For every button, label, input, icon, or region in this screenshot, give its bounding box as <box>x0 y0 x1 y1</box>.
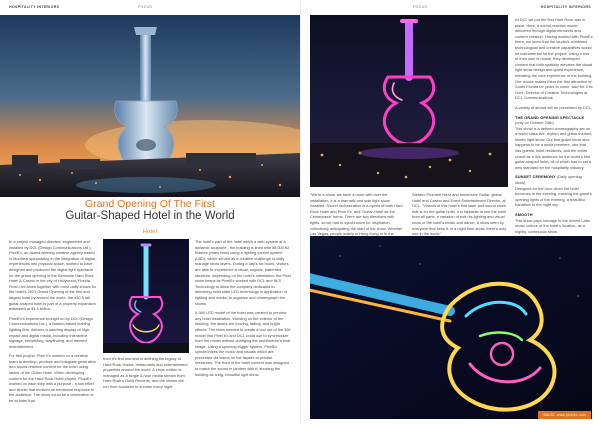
sidebar-item-body: Designed for the hour when the hotel becomes in the evening, marking the guest's opening lights of the evening, a beautiful transition to the night sky. <box>515 185 592 208</box>
paragraph: A 360 LED model of the hotel was created to preview any hotel installation. Working on the exterior of the building, the lasers are moving, fading, and bright effects. The team needed to create a tool out of the 360 model that Pixel Ex and DCL could use to synchronize from the model without changing the architecture's final image. Using a spinning trigger system, PixelEx synchronizes the music and visuals which are presented via lasers on the façade at precise measures. The front of the hotel content was designed to match the sound in tandem with it, showing the building as a big, beautiful light show. <box>195 310 291 377</box>
sidebar-item-body: This show is a defined choreography set on a world-class live, rhythm and guitar-themed, kinetic light show. Our first guitar show also happens to be a world premiere, one that has guests, hotel residents, and the entire crowd as a live audience for the world's first guitar-shaped hotel, all of which had to set a new standard for the hospitality industry. <box>515 125 593 170</box>
aerial-night-photo <box>310 15 508 187</box>
sidebar-item <box>515 212 593 234</box>
sidebar-item-title: SUNSET CEREMONY <box>515 174 556 180</box>
sidebar-item-subtitle: (only on October 24th) <box>515 120 554 126</box>
running-header-left <box>9 5 59 9</box>
article-title <box>0 197 300 223</box>
section-header-right: FOCUS <box>413 5 428 9</box>
title-line-1: Grand Opening Of The First <box>85 198 215 210</box>
sidebar-item-subtitle: (Daily opening show) <box>515 174 582 186</box>
title-line-2: Guitar-Shaped Hotel in the World <box>65 210 235 222</box>
sidebar-item-title: THE GRAND OPENING SPECTACLE <box>515 114 585 120</box>
guitar-hotel-night-photo <box>103 239 189 353</box>
paragraph: Stefano Prunnett Nezz and Immersive Guitar, global Hotel and Casino and Event Entertainment Director, at DCL. "Visitors of this hotel's first laser and sound show that is for the guitar hotel. It is fantastic to see the hotel from all parts, a variation of both its lighting and visual show of the hotel's music and dance, a show seen by everyone that sees it, in a night time show, there's only one in the world." <box>412 192 507 237</box>
image-caption: IMAGE: www.pixelex.com <box>538 411 591 419</box>
publication-name: HOSPITALITY INTERIORS <box>540 5 591 9</box>
publication-name: HOSPITALITY INTERIORS <box>9 5 60 9</box>
paragraph: from it's first moment in defining the legacy of Hard Rock Hotels, restaurants and entertainment properties around the world. A show written is managed as a single 3-hour media stream from Hard Rock's Guild Records, and the shows will run from sundown to sunrise every night. <box>103 356 188 389</box>
left-column-2-footer <box>103 356 189 394</box>
section-header-left: FOCUS <box>138 5 153 9</box>
guitar-laser-closeup-photo <box>310 236 592 419</box>
sidebar-item-body: This show pays homage to the richest Latin music culture of the hotel's location, as a nightly, continuous show. <box>515 217 590 234</box>
paragraph: A variety of shows will be presented by DCL: <box>515 104 592 110</box>
right-column-2 <box>412 192 508 241</box>
section-label: Hotel <box>142 229 158 235</box>
running-header-right <box>541 5 591 9</box>
sidebar-column <box>515 17 593 238</box>
paragraph: PixelEx's experience brought on by DCL (Design Communications Ltd.), a Boston-based leading lighting firm, delivers a dazzling display of high-impact and digital media, including interactive signage, storytelling, wayfinding, and themed entertainment. <box>9 315 93 349</box>
sidebar-item <box>515 115 593 171</box>
sidebar-item <box>515 174 593 208</box>
paragraph: For this project, Pixel Ex worked on a creative team to develop, produce and integrate generative and sound-reactive content for the hotel using lasers of the Guitar Hotel. When developing content for the Hard Rock Hotel project, PixelEx worked on each step with a purpose - a low effort and kinetic that evolved as emotional response to the audience. The show could be a celebration to be at hotel that <box>9 353 96 404</box>
left-column-1 <box>9 239 97 408</box>
left-column-3 <box>195 239 291 381</box>
paragraph: The hotel's part of the hotel which a web-system at a dynamic sculpture - the building is lined with 58,000 ft2 fixtures (video bars) using a lighting control system (LBD), which served as a creative challenge to daily manage show layers. During a day's six hours, visitors are able to experience a visual, organic, patterned structure, depending on the hotel's orientation: the Pixel show keeps its PixelEx worked with DCL and NLS Technology to allow the company dedicated to delivering solid state LED technology in application of lighting and media, to organize and choreograph the shows. <box>195 239 291 306</box>
paragraph: At DCL we put the first Hard Rock was in place. Here, a sound-reactive model delivered through digital elements and content creation. Having worked with PixelEx there, we knew that the studio's combined technological and creative capabilities would be instrumental for the project. Using a bus of their own in-house, they developed content that both spatially elevates the visual light show design and guest experience, elevating the core experience of the building. Our choice makes them the first attraction of South Florida for years to come, said Mr. Eric Gore, Director of Creative Technologies at DCL Communications. <box>515 17 593 101</box>
right-page <box>300 0 600 424</box>
paragraph: "We're a show, we have a room with over the installation, it is a dramatic and sole light show installed. Sound orchestration is a hybrid of both Hard Rock Hotel and Pixel Ex, and 'Guitar-Hotel as the Centerpiece' forms. There are two directions with lights, so we had to synchronize for inspiration, collectively anticipating the start of the show. Whether Las Vegas, people widely in Hong Kong or in the <box>310 192 403 237</box>
hero-image-guitar-hotel <box>0 15 300 197</box>
sidebar-item-title: SMOOTH <box>515 212 533 217</box>
paragraph: In a project managed directed, engineered and installed by DCL (Design Communications Ltd.), PixelEx, an award-winning creative agency based in Montreal specializing in the integration of digital experiences into physical space, worked to have designed and produced the digital light spectacle for the grand opening of the Seminole Hard Rock Hotel & Casino in the city of Hollywood, Florida. Final Live-show together with more daily shows for the hotel's 2021 Grand Opening of the first and largest hotel by around the world, the 450 ft tall guitar-shaped hotel is part of a property expansion estimated at $1.5 billion. <box>9 239 97 312</box>
